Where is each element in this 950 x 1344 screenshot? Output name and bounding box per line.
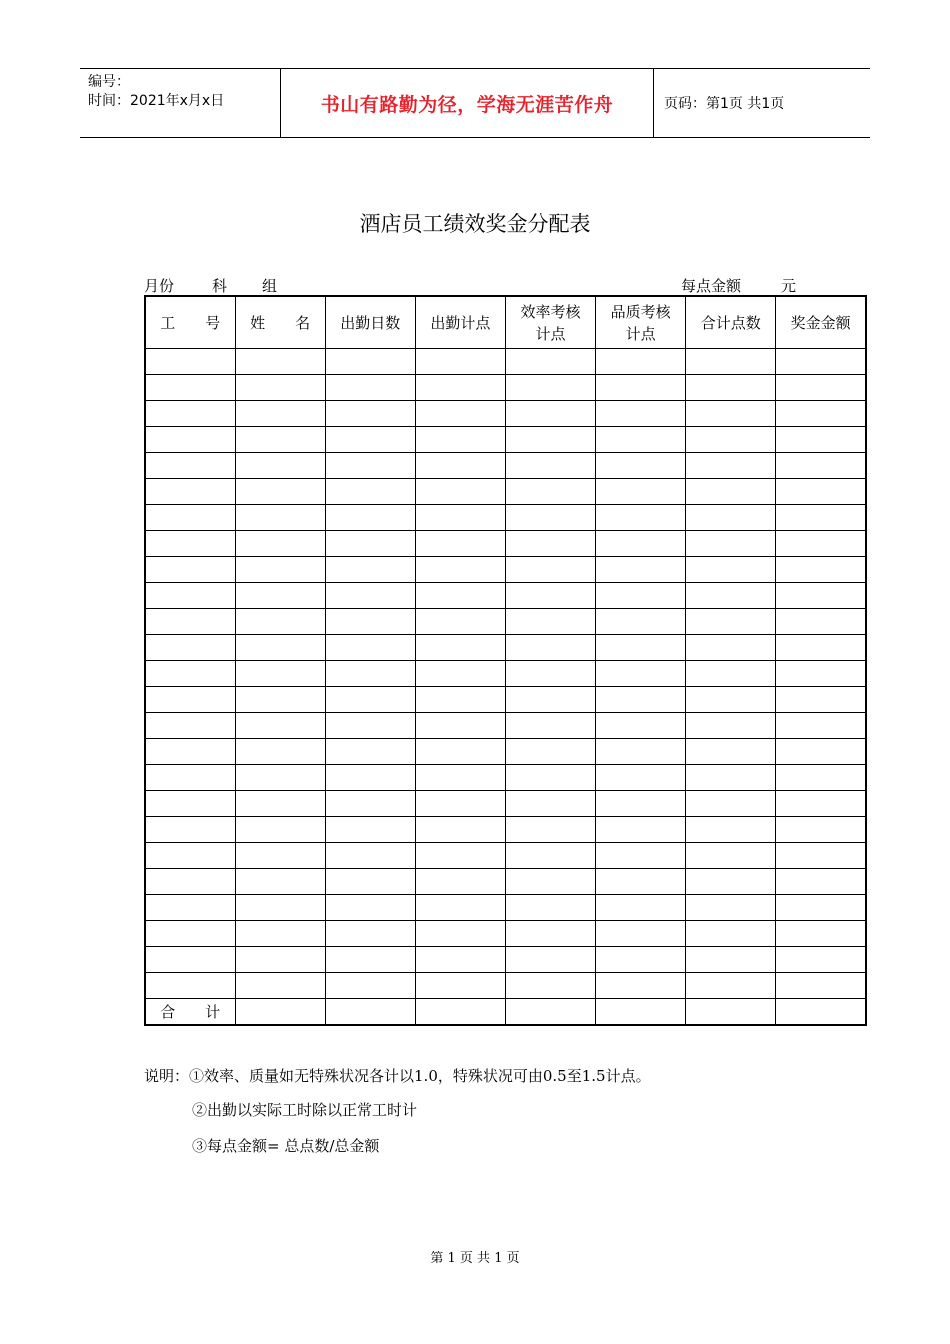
table-cell[interactable] (235, 973, 325, 999)
bonus-table (144, 295, 867, 1026)
table-row (145, 921, 866, 947)
table-cell[interactable] (415, 635, 505, 661)
table-cell[interactable] (145, 973, 235, 999)
table-cell[interactable] (506, 505, 596, 531)
table-cell[interactable] (506, 843, 596, 869)
table-cell[interactable] (415, 843, 505, 869)
table-cell[interactable] (415, 817, 505, 843)
table-cell[interactable] (596, 609, 686, 635)
table-cell[interactable] (596, 583, 686, 609)
table-cell[interactable] (415, 791, 505, 817)
table-cell[interactable] (506, 401, 596, 427)
table-row (145, 427, 866, 453)
table-cell[interactable] (776, 609, 866, 635)
table-cell[interactable] (325, 739, 415, 765)
table-row (145, 557, 866, 583)
header-info (80, 69, 281, 137)
table-cell[interactable] (235, 661, 325, 687)
table-cell[interactable] (596, 869, 686, 895)
table-cell[interactable] (145, 401, 235, 427)
table-row (145, 687, 866, 713)
table-cell[interactable] (415, 765, 505, 791)
number-label: 编号： (88, 74, 130, 90)
table-cell[interactable] (235, 349, 325, 375)
table-cell[interactable] (235, 791, 325, 817)
table-cell[interactable] (325, 895, 415, 921)
table-row (145, 349, 866, 375)
table-cell[interactable] (235, 609, 325, 635)
table-cell[interactable] (325, 817, 415, 843)
table-cell[interactable] (596, 531, 686, 557)
table-cell[interactable] (686, 973, 776, 999)
table-cell[interactable] (776, 453, 866, 479)
time-label: 时间：2021年x月x日 (88, 93, 225, 109)
table-cell[interactable] (325, 401, 415, 427)
table-cell[interactable] (415, 687, 505, 713)
table-cell[interactable] (686, 791, 776, 817)
table-cell[interactable] (325, 609, 415, 635)
table-cell[interactable] (506, 375, 596, 401)
table-cell[interactable] (686, 895, 776, 921)
table-cell[interactable] (145, 843, 235, 869)
table-cell[interactable] (686, 401, 776, 427)
table-cell[interactable] (776, 349, 866, 375)
table-cell[interactable] (325, 843, 415, 869)
table-cell[interactable] (686, 713, 776, 739)
table-cell[interactable] (776, 427, 866, 453)
table-cell[interactable] (145, 635, 235, 661)
table-row (145, 765, 866, 791)
table-cell[interactable] (415, 479, 505, 505)
table-cell[interactable] (596, 843, 686, 869)
table-cell[interactable] (235, 739, 325, 765)
table-cell[interactable] (506, 765, 596, 791)
table-cell[interactable] (145, 505, 235, 531)
table-cell[interactable] (415, 453, 505, 479)
table-cell[interactable] (145, 557, 235, 583)
table-cell[interactable] (325, 791, 415, 817)
table-cell[interactable] (506, 739, 596, 765)
table-cell[interactable] (596, 999, 686, 1026)
table-cell[interactable] (415, 739, 505, 765)
table-cell[interactable] (415, 583, 505, 609)
table-cell[interactable] (776, 999, 866, 1026)
table-cell[interactable] (145, 583, 235, 609)
column-header: 工 号 (145, 296, 235, 349)
table-cell[interactable] (776, 765, 866, 791)
table-cell[interactable] (325, 687, 415, 713)
table-cell[interactable] (686, 635, 776, 661)
header-page-label: 页码：第1页 共1页 (664, 96, 785, 112)
table-cell[interactable] (506, 921, 596, 947)
table-cell[interactable] (145, 895, 235, 921)
table-cell[interactable] (686, 505, 776, 531)
table-cell[interactable] (686, 817, 776, 843)
table-cell[interactable] (506, 817, 596, 843)
table-cell[interactable] (776, 973, 866, 999)
table-cell[interactable] (776, 739, 866, 765)
page-footer: 第 1 页 共 1 页 (430, 1251, 520, 1266)
table-cell[interactable] (235, 921, 325, 947)
table-cell[interactable] (776, 791, 866, 817)
table-row (145, 609, 866, 635)
table-cell[interactable] (325, 479, 415, 505)
table-cell[interactable] (145, 453, 235, 479)
table-cell[interactable] (145, 817, 235, 843)
table-cell[interactable] (776, 661, 866, 687)
table-cell[interactable] (686, 531, 776, 557)
table-cell[interactable] (145, 869, 235, 895)
table-cell[interactable] (776, 921, 866, 947)
table-cell[interactable] (686, 349, 776, 375)
note-line-3: ③每点金额= 总点数/总金额 (192, 1137, 380, 1155)
table-cell[interactable] (415, 557, 505, 583)
table-cell[interactable] (235, 583, 325, 609)
table-cell[interactable] (686, 583, 776, 609)
table-cell[interactable] (506, 609, 596, 635)
table-cell[interactable] (235, 427, 325, 453)
table-cell[interactable] (596, 921, 686, 947)
table-cell[interactable] (415, 505, 505, 531)
table-cell[interactable] (325, 765, 415, 791)
table-cell[interactable] (145, 427, 235, 453)
table-cell[interactable] (235, 687, 325, 713)
table-cell[interactable] (145, 921, 235, 947)
table-cell[interactable] (686, 947, 776, 973)
table-cell[interactable] (325, 999, 415, 1026)
table-cell[interactable] (596, 375, 686, 401)
table-cell[interactable] (596, 505, 686, 531)
table-cell[interactable] (596, 401, 686, 427)
table-cell[interactable] (235, 557, 325, 583)
table-cell[interactable] (776, 947, 866, 973)
table-row (145, 739, 866, 765)
table-cell[interactable] (506, 869, 596, 895)
table-cell[interactable] (506, 635, 596, 661)
table-cell[interactable] (686, 453, 776, 479)
column-header: 效率考核 计点 (506, 296, 596, 349)
table-row (145, 453, 866, 479)
table-cell[interactable] (235, 947, 325, 973)
table-cell[interactable] (415, 661, 505, 687)
table-cell[interactable] (325, 531, 415, 557)
table-row (145, 401, 866, 427)
table-cell[interactable] (686, 479, 776, 505)
table-cell[interactable] (776, 895, 866, 921)
table-cell[interactable] (145, 791, 235, 817)
table-cell[interactable] (506, 557, 596, 583)
table-cell[interactable] (776, 713, 866, 739)
table-cell[interactable] (235, 479, 325, 505)
table-cell[interactable] (776, 479, 866, 505)
total-row (145, 999, 866, 1026)
table-cell[interactable] (596, 557, 686, 583)
table-cell[interactable] (686, 843, 776, 869)
table-cell[interactable] (776, 401, 866, 427)
table-cell[interactable] (415, 401, 505, 427)
table-cell[interactable] (506, 791, 596, 817)
table-cell[interactable] (686, 765, 776, 791)
table-row (145, 947, 866, 973)
table-cell[interactable] (686, 375, 776, 401)
table-cell[interactable] (596, 453, 686, 479)
table-cell[interactable] (235, 713, 325, 739)
column-header: 合计点数 (686, 296, 776, 349)
table-row (145, 505, 866, 531)
table-cell[interactable] (235, 401, 325, 427)
table-cell[interactable] (506, 687, 596, 713)
table-cell[interactable] (596, 895, 686, 921)
table-cell[interactable] (686, 687, 776, 713)
table-cell[interactable] (596, 765, 686, 791)
table-cell[interactable] (145, 479, 235, 505)
table-cell[interactable] (686, 427, 776, 453)
table-row (145, 817, 866, 843)
table-row (145, 713, 866, 739)
table-cell[interactable] (506, 947, 596, 973)
table-cell[interactable] (506, 661, 596, 687)
dept-label: 科 (212, 277, 228, 295)
table-cell[interactable] (415, 713, 505, 739)
column-header: 品质考核 计点 (596, 296, 686, 349)
table-cell[interactable] (235, 843, 325, 869)
table-cell[interactable] (596, 687, 686, 713)
table-cell[interactable] (506, 583, 596, 609)
table-cell[interactable] (506, 713, 596, 739)
table-cell[interactable] (776, 505, 866, 531)
table-row (145, 895, 866, 921)
table-row (145, 583, 866, 609)
table-row (145, 661, 866, 687)
table-cell[interactable] (776, 583, 866, 609)
document-title: 酒店员工绩效奖金分配表 (359, 212, 591, 236)
table-cell[interactable] (596, 791, 686, 817)
table-cell[interactable] (776, 531, 866, 557)
table-cell[interactable] (145, 349, 235, 375)
table-cell[interactable] (686, 661, 776, 687)
table-cell[interactable] (415, 531, 505, 557)
table-cell[interactable] (145, 687, 235, 713)
table-cell[interactable] (776, 557, 866, 583)
table-cell[interactable] (415, 375, 505, 401)
table-cell[interactable] (596, 635, 686, 661)
table-cell[interactable] (776, 817, 866, 843)
table-cell[interactable] (145, 765, 235, 791)
table-cell[interactable] (325, 505, 415, 531)
table-cell[interactable] (596, 739, 686, 765)
table-cell[interactable] (235, 999, 325, 1026)
table-cell[interactable] (596, 427, 686, 453)
table-cell[interactable] (325, 661, 415, 687)
table-row (145, 479, 866, 505)
table-cell[interactable] (235, 453, 325, 479)
table-cell[interactable] (325, 869, 415, 895)
table-cell[interactable] (506, 427, 596, 453)
table-cell[interactable] (506, 349, 596, 375)
table-cell[interactable] (686, 921, 776, 947)
table-cell[interactable] (776, 375, 866, 401)
table-cell[interactable] (235, 817, 325, 843)
table-cell[interactable] (415, 609, 505, 635)
table-cell[interactable] (686, 739, 776, 765)
table-cell[interactable] (506, 453, 596, 479)
table-cell[interactable] (776, 687, 866, 713)
table-row (145, 973, 866, 999)
table-row (145, 843, 866, 869)
column-header: 出勤计点 (415, 296, 505, 349)
table-cell[interactable] (506, 973, 596, 999)
table-cell[interactable] (686, 999, 776, 1026)
yuan-label: 元 (781, 277, 797, 295)
per-point-label: 每点金额 (681, 277, 742, 295)
page-header (80, 68, 870, 138)
table-cell[interactable] (145, 713, 235, 739)
table-cell[interactable] (145, 375, 235, 401)
table-header-row (145, 296, 866, 349)
table-cell[interactable] (596, 947, 686, 973)
table-cell[interactable] (235, 531, 325, 557)
table-cell[interactable] (325, 557, 415, 583)
table-cell[interactable] (235, 869, 325, 895)
total-label: 合 计 (145, 999, 235, 1026)
table-cell[interactable] (145, 609, 235, 635)
column-header: 姓 名 (235, 296, 325, 349)
table-cell[interactable] (145, 947, 235, 973)
group-label: 组 (262, 277, 278, 295)
table-cell[interactable] (415, 895, 505, 921)
table-cell[interactable] (596, 349, 686, 375)
table-cell[interactable] (506, 895, 596, 921)
table-cell[interactable] (325, 713, 415, 739)
table-cell[interactable] (596, 817, 686, 843)
table-cell[interactable] (325, 375, 415, 401)
table-cell[interactable] (686, 609, 776, 635)
table-cell[interactable] (325, 583, 415, 609)
table-cell[interactable] (325, 973, 415, 999)
table-cell[interactable] (235, 505, 325, 531)
table-cell[interactable] (686, 869, 776, 895)
table-cell[interactable] (235, 635, 325, 661)
table-cell[interactable] (145, 661, 235, 687)
column-header: 奖金金额 (776, 296, 866, 349)
table-cell[interactable] (325, 947, 415, 973)
table-cell[interactable] (145, 739, 235, 765)
table-cell[interactable] (235, 375, 325, 401)
table-row (145, 531, 866, 557)
table-cell[interactable] (325, 921, 415, 947)
table-cell[interactable] (776, 635, 866, 661)
table-cell[interactable] (325, 453, 415, 479)
table-cell[interactable] (415, 947, 505, 973)
table-cell[interactable] (415, 921, 505, 947)
table-row (145, 635, 866, 661)
table-row (145, 791, 866, 817)
table-cell[interactable] (325, 635, 415, 661)
table-row (145, 869, 866, 895)
table-cell[interactable] (325, 349, 415, 375)
table-cell[interactable] (686, 557, 776, 583)
table-cell[interactable] (145, 531, 235, 557)
column-header: 出勤日数 (325, 296, 415, 349)
header-slogan: 书山有路勤为径，学海无涯苦作舟 (281, 69, 654, 137)
table-cell[interactable] (596, 661, 686, 687)
table-cell[interactable] (506, 479, 596, 505)
table-cell[interactable] (506, 999, 596, 1026)
table-cell[interactable] (415, 349, 505, 375)
table-cell[interactable] (596, 479, 686, 505)
table-cell[interactable] (596, 713, 686, 739)
table-cell[interactable] (776, 843, 866, 869)
table-row (145, 375, 866, 401)
table-cell[interactable] (415, 999, 505, 1026)
table-cell[interactable] (235, 895, 325, 921)
table-cell[interactable] (415, 973, 505, 999)
note-line-2: ②出勤以实际工时除以正常工时计 (192, 1101, 418, 1119)
table-cell[interactable] (596, 973, 686, 999)
table-cell[interactable] (415, 427, 505, 453)
table-cell[interactable] (325, 427, 415, 453)
note-line-1: 说明：①效率、质量如无特殊状况各计以1.0，特殊状况可由0.5至1.5计点。 (144, 1067, 651, 1085)
table-cell[interactable] (415, 869, 505, 895)
month-label: 月份 (144, 277, 175, 295)
table-cell[interactable] (235, 765, 325, 791)
table-cell[interactable] (506, 531, 596, 557)
table-cell[interactable] (776, 869, 866, 895)
